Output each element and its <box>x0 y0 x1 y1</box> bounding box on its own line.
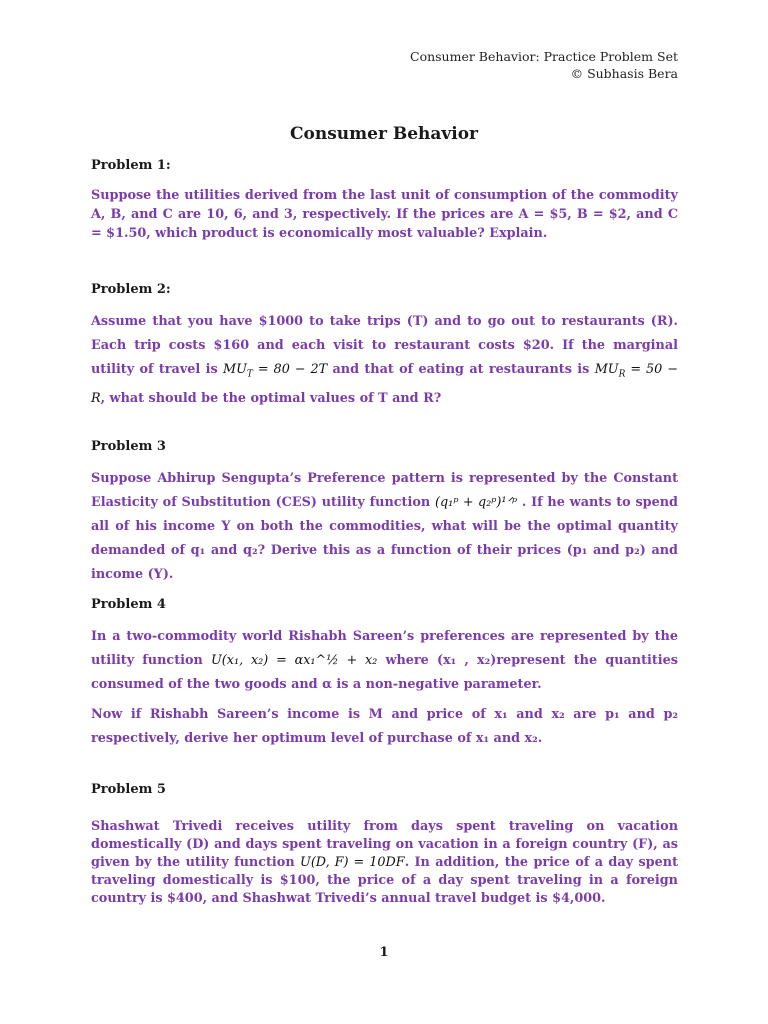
problem-3-text <box>91 467 678 587</box>
problem-2-text-a: Assume that you have $1000 to take trips (T) and to go out to restaurants (R). Each trip costs $160 and each visit to restaurant costs $20. If the marginal utility of travel is <box>91 314 678 377</box>
equation-travel-utility: U(D, F) = 10DF <box>300 855 405 870</box>
equation-mu-travel: $MU_T = 80 - 2T$ <box>223 362 328 380</box>
page-number: 1 <box>379 945 389 960</box>
problem-5-text <box>91 818 678 908</box>
problem-2-text-c: , what should be the optimal values of T and R? <box>100 390 442 406</box>
problem-4-heading: Problem 4 <box>91 597 166 612</box>
equation-ces-utility: (q₁ᵖ + q₂ᵖ)¹ᐟᵖ <box>435 495 518 510</box>
problem-5-text-a: Shashwat Trivedi receives utility from days spent traveling on vacation domestically (D) and days spent traveling on vacation in a foreign country (F), as given by the utility function <box>91 819 678 870</box>
problem-3-text-b: . If he wants to spend all of his income Y on both the commodities, what will be the optimal quantity demanded of q₁ and q₂? Derive this as a function of their prices (p₁ and p₂) and income (Y). <box>91 495 679 582</box>
running-header-author: © Subhasis Bera <box>570 66 678 81</box>
problem-2-heading: Problem 2: <box>91 282 171 297</box>
running-header-title: Consumer Behavior: Practice Problem Set <box>410 49 678 64</box>
equation-quasilinear-utility: U(x₁, x₂) = αx₁^½ + x₂ <box>211 653 378 668</box>
page-title: Consumer Behavior <box>289 124 479 144</box>
problem-1-heading: Problem 1: <box>91 158 171 173</box>
problem-5-text-b: . In addition, the price of a day spent traveling domestically is $100, the price of a day spent traveling in a foreign country is $400, and Shashwat Trivedi’s annual travel budget is $4,000. <box>91 855 678 906</box>
problem-2-text-b: and that of eating at restaurants is <box>332 362 590 377</box>
problem-5-heading: Problem 5 <box>91 782 166 797</box>
problem-1-text <box>91 186 678 243</box>
problem-1-body: Suppose the utilities derived from the last unit of consumption of the commodity A, B, and C are 10, 6, and 3, respectively. If the prices are A = $5, B = $2, and C = $1.50, which product is economically most valuable? Explain. <box>91 188 678 241</box>
problem-4-text-c: Now if Rishabh Sareen’s income is M and price of x₁ and x₂ are p₁ and p₂ respectively, derive her optimum level of purchase of x₁ and x₂. <box>91 707 678 746</box>
problem-4-text-a: In a two-commodity world Rishabh Sareen’s preferences are represented by the utility function <box>91 629 678 668</box>
problem-3-heading: Problem 3 <box>91 439 166 454</box>
problem-3-text-a: Suppose Abhirup Sengupta’s Preference pattern is represented by the Constant Elasticity of Substitution (CES) utility function <box>91 471 678 510</box>
equation-mu-restaurant: $MU_R = 50 - R$ <box>91 362 678 406</box>
problem-2-text <box>91 310 678 411</box>
problem-4-text-b: where (x₁ , x₂)represent the quantities consumed of the two goods and α is a non-negative parameter. <box>91 653 679 692</box>
problem-4-text <box>91 625 678 751</box>
